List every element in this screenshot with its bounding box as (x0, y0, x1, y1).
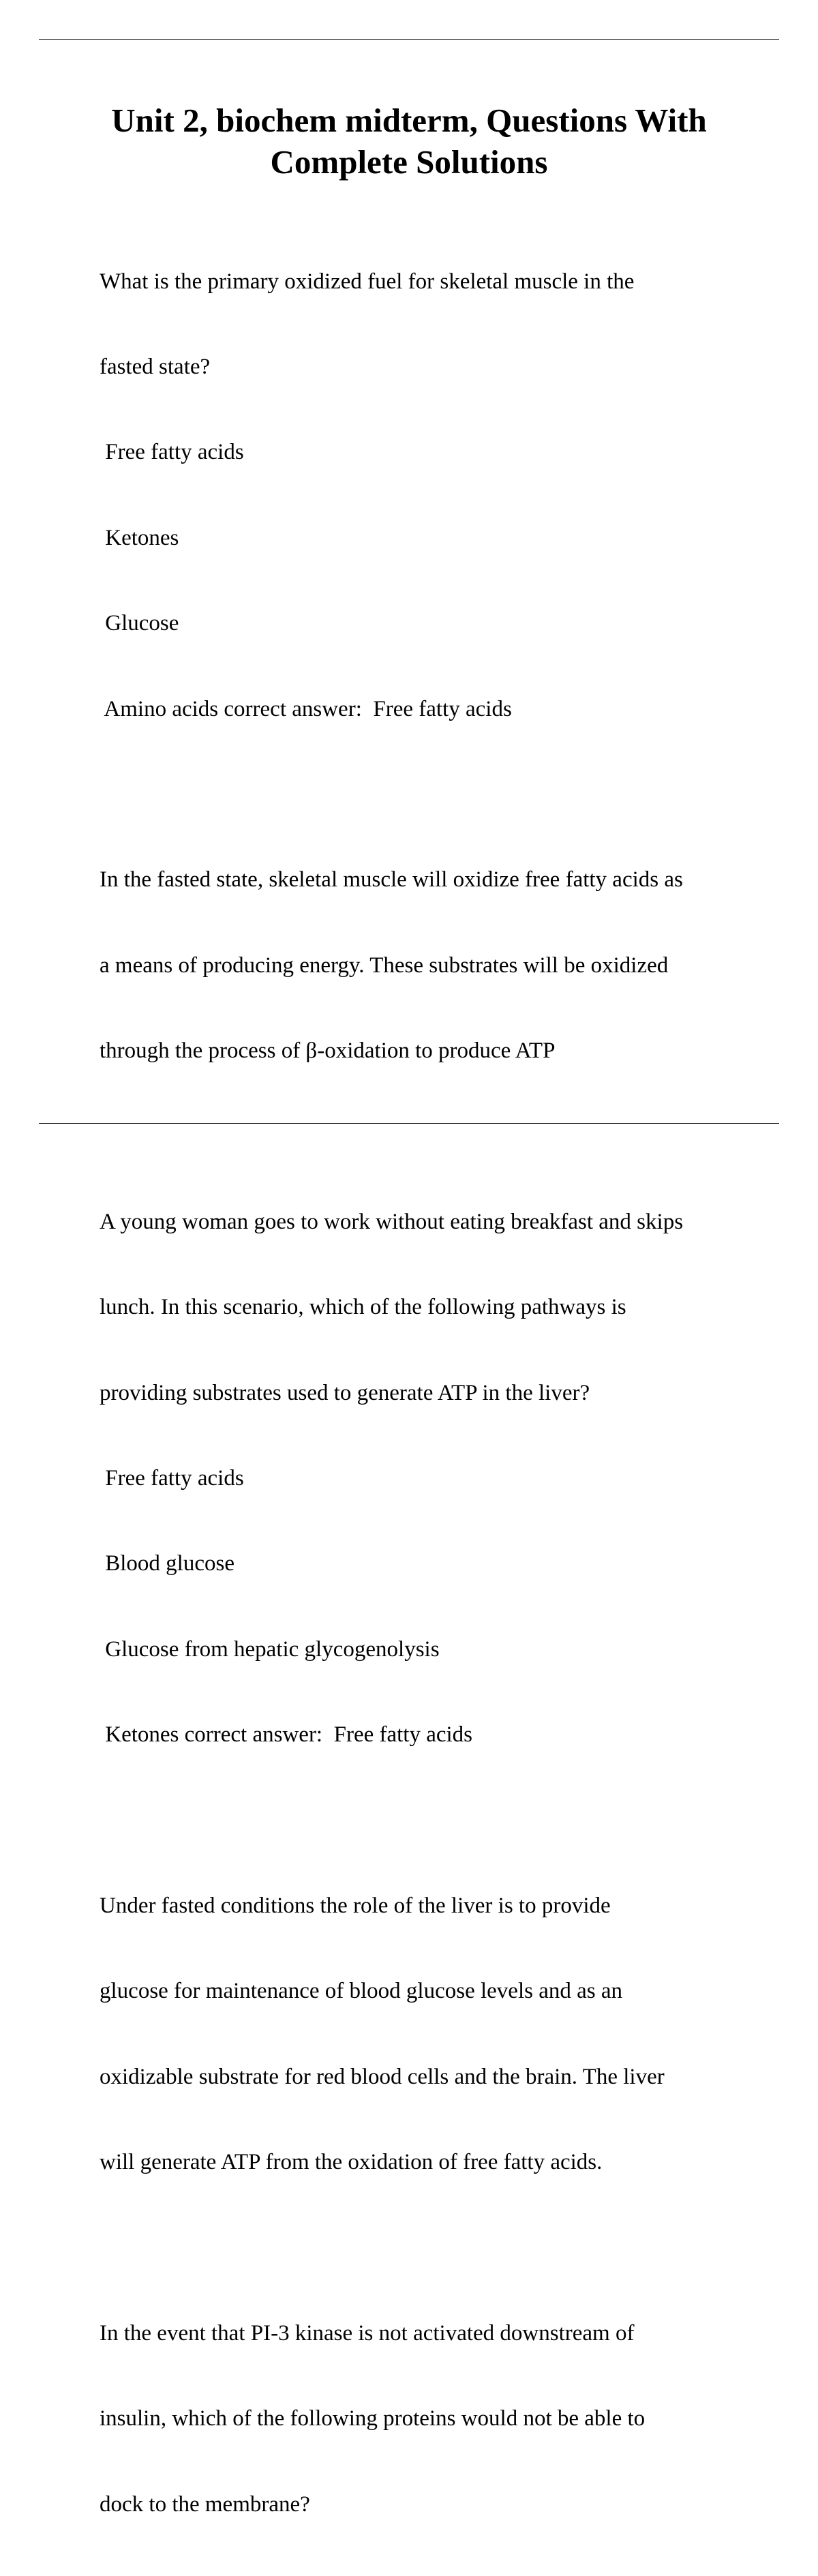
bottom-divider (39, 1123, 779, 1124)
question-1 (100, 211, 754, 781)
paragraph-gap (100, 1807, 754, 1836)
paragraph-gap (100, 781, 754, 809)
paragraph-gap (100, 1123, 754, 1152)
explanation-text: will generate ATP from the oxidation of free fatty acids. (100, 2150, 603, 2175)
document-title (68, 100, 750, 183)
question-text: providing substrates used to generate ATP in the liver? (100, 1380, 590, 1405)
explanation-text: Under fasted conditions the role of the liver is to provide (100, 1893, 611, 1919)
question-text: What is the primary oxidized fuel for skeletal muscle in the (100, 269, 635, 294)
answer-option-with-correct-answer: Ketones correct answer: Free fatty acids (100, 1722, 473, 1748)
explanation-1 (100, 809, 754, 1123)
question-text: A young woman goes to work without eating breakfast and skips (100, 1209, 684, 1234)
question-3 (100, 2262, 754, 2576)
answer-option: Free fatty acids (100, 1466, 244, 1491)
answer-option: Glucose (100, 611, 179, 636)
question-text: In the event that PI-3 kinase is not activated downstream of (100, 2320, 635, 2346)
explanation-text: oxidizable substrate for red blood cells and the brain. The liver (100, 2064, 665, 2089)
explanation-2 (100, 1835, 754, 2234)
answer-option: Blood glucose (100, 1551, 234, 1576)
document-body (100, 211, 754, 2576)
question-text: insulin, which of the following proteins would not be able to (100, 2406, 646, 2431)
explanation-text: through the process of β-oxidation to produce ATP (100, 1038, 556, 1064)
paragraph-gap (100, 2234, 754, 2263)
question-text: dock to the membrane? (100, 2491, 310, 2517)
explanation-text: In the fasted state, skeletal muscle will oxidize free fatty acids as (100, 867, 683, 893)
answer-option: Ketones (100, 525, 179, 550)
question-2 (100, 1151, 754, 1806)
answer-option: Glucose from hepatic glycogenolysis (100, 1636, 440, 1662)
question-text: fasted state? (100, 354, 211, 379)
answer-option-with-correct-answer: Amino acids correct answer: Free fatty acids (100, 696, 512, 721)
question-text: lunch. In this scenario, which of the following pathways is (100, 1295, 626, 1320)
explanation-text: glucose for maintenance of blood glucose levels and as an (100, 1979, 622, 2004)
top-divider (39, 39, 779, 40)
explanation-text: a means of producing energy. These substrates will be oxidized (100, 953, 669, 978)
title-line: Unit 2, biochem midterm, Questions With (111, 102, 707, 139)
title-line: Complete Solutions (270, 143, 548, 181)
answer-option: Free fatty acids (100, 440, 244, 465)
